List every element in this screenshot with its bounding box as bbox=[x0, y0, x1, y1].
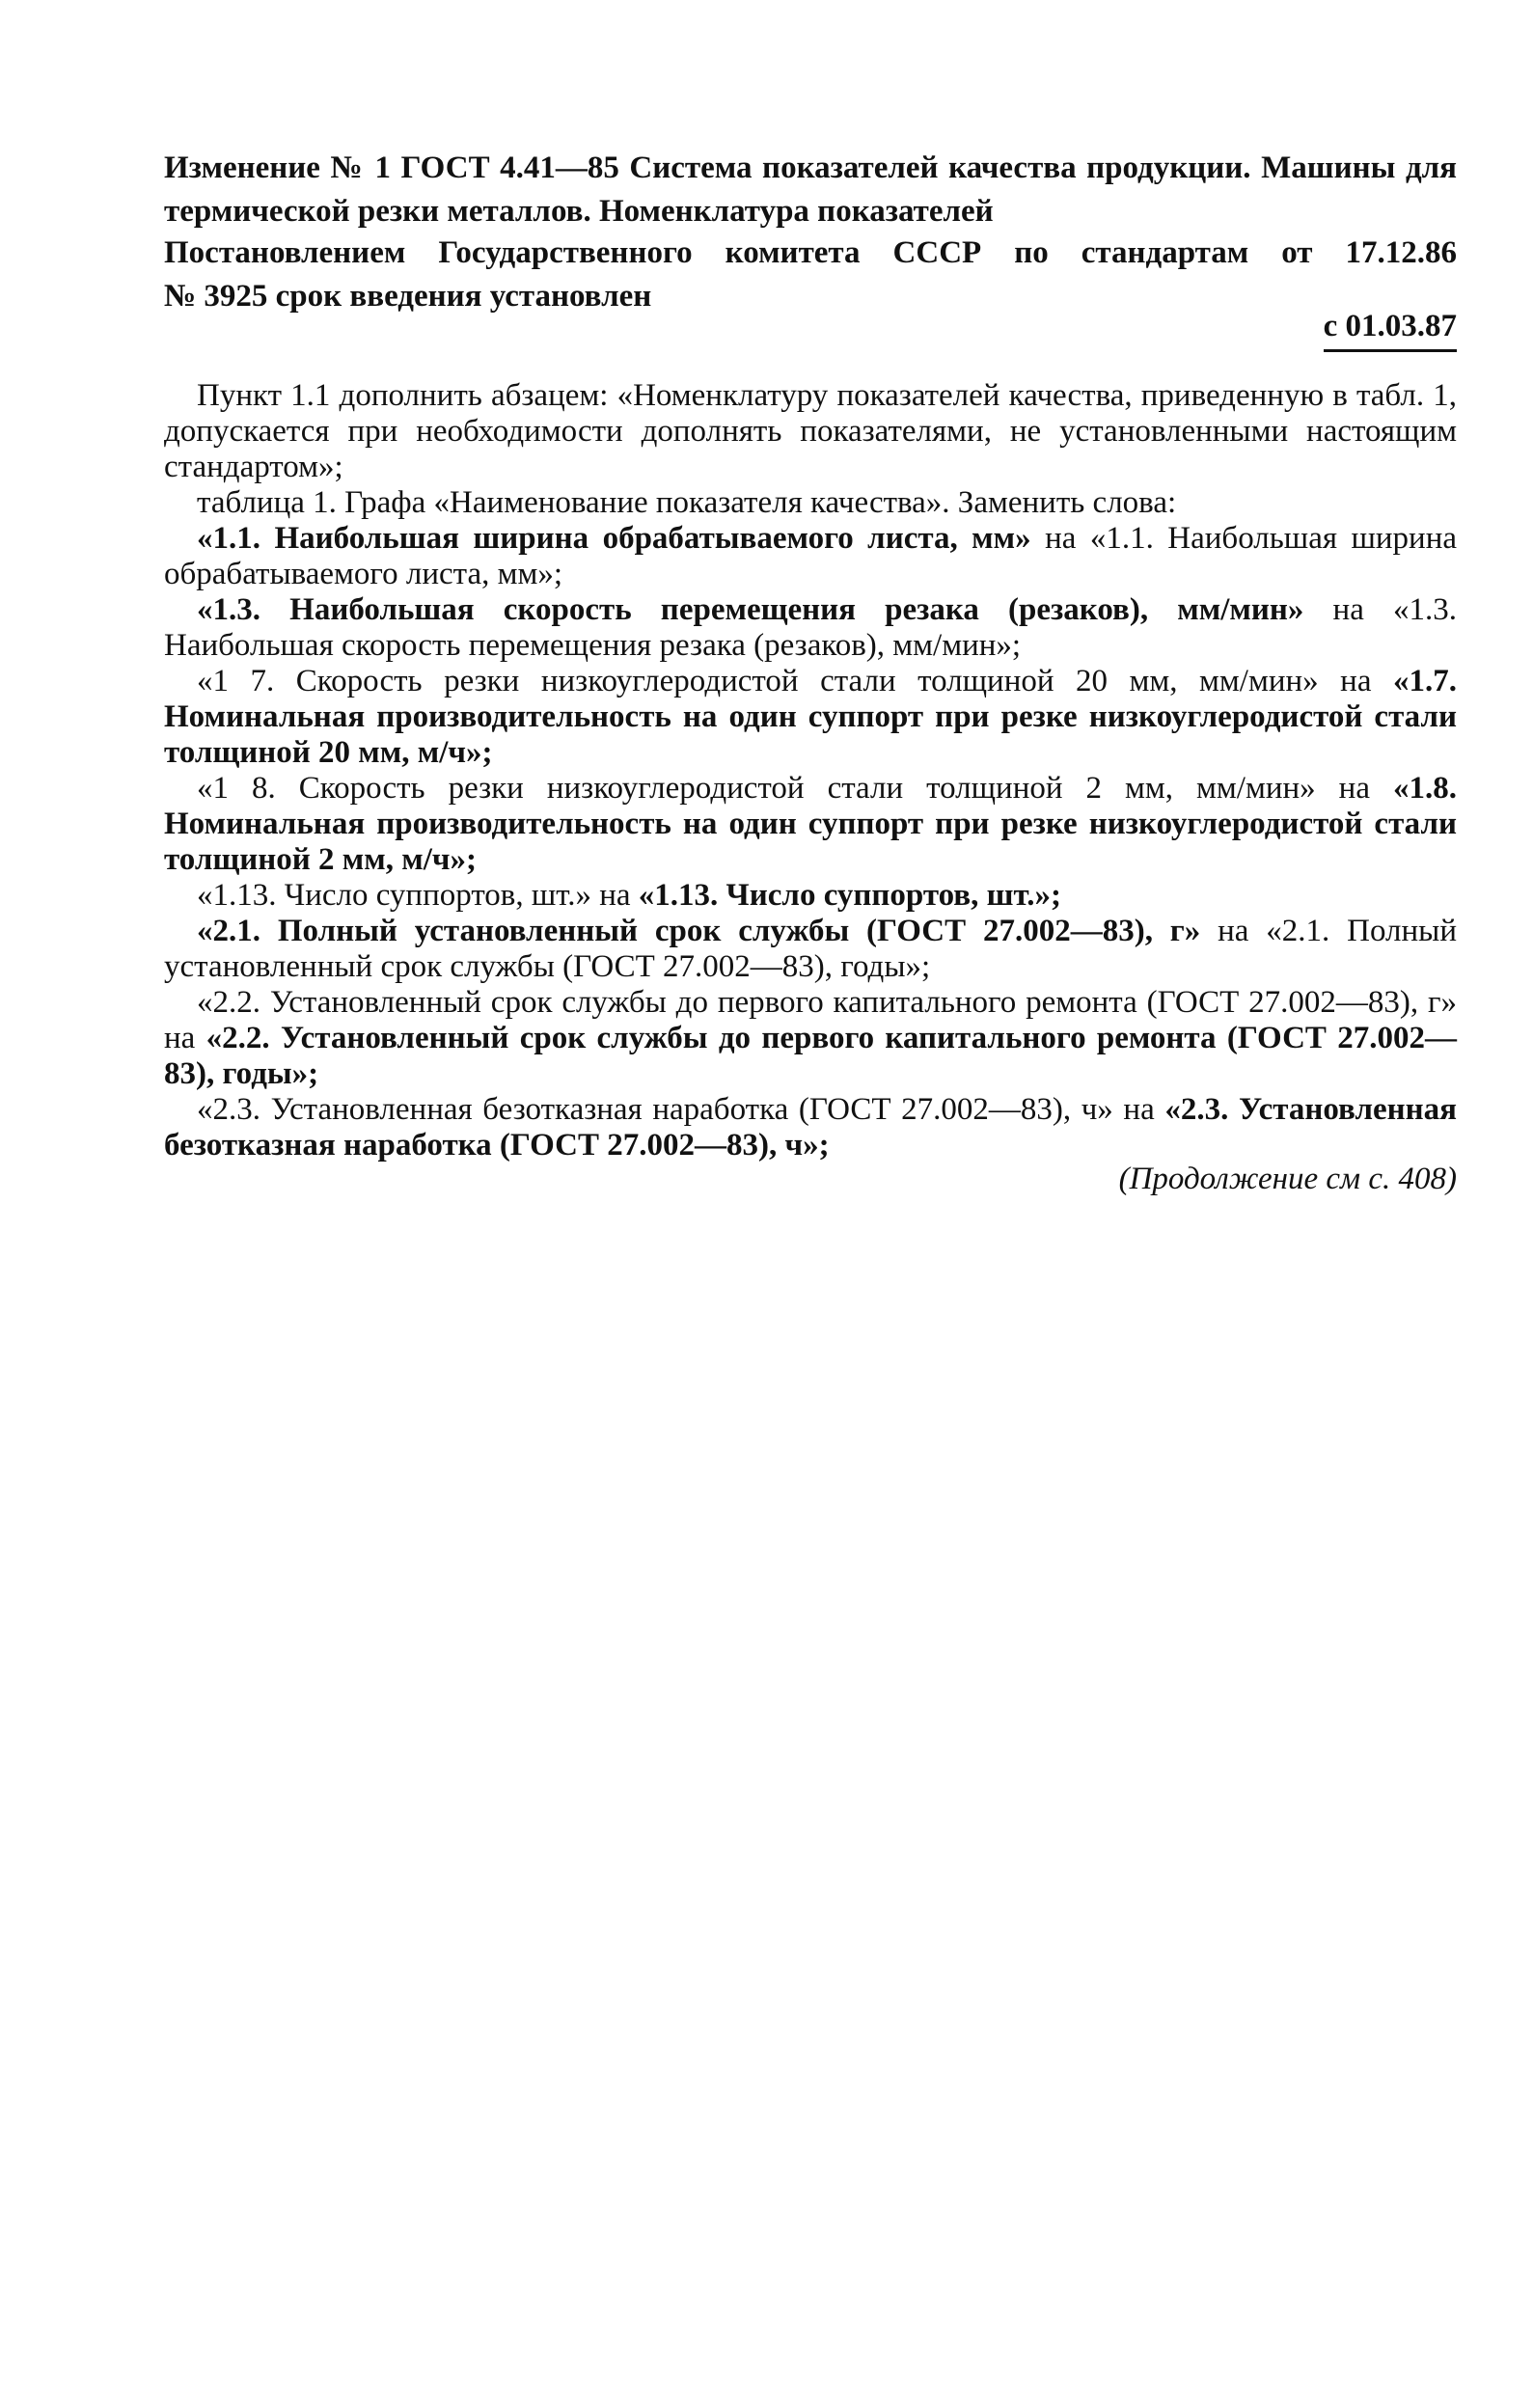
paragraph-item-2-3: «2.3. Установленная безотказная наработка (ГОСТ 27.002—83), ч» на «2.3. Установленная безотказная наработка (ГОСТ 27.002—83), ч»; bbox=[164, 1092, 1457, 1163]
paragraph-item-1-7: «1 7. Скорость резки низкоуглеродистой стали толщиной 20 мм, мм/мин» на «1.7. Номинальная производительность на один суппорт при резке низкоуглеродистой стали толщиной 20 мм, м/ч»; bbox=[164, 664, 1457, 770]
paragraph-item-1-3: «1.3. Наибольшая скорость перемещения резака (резаков), мм/мин» на «1.3. Наибольшая скорость перемещения резака (резаков), мм/мин»; bbox=[164, 592, 1457, 663]
decree-line-1: Постановлением Государственного комитета СССР по стандартам от 17.12.86 bbox=[164, 235, 1457, 270]
paragraph-item-1-8: «1 8. Скорость резки низкоуглеродистой стали толщиной 2 мм, мм/мин» на «1.8. Номинальная производительность на один суппорт при резке низкоуглеродистой стали толщиной 2 мм, м/ч»; bbox=[164, 771, 1457, 877]
amendment-title-text: Изменение № 1 ГОСТ 4.41—85 Система показателей качества продукции. Машины для термической резки металлов. Номенклатура показателей bbox=[164, 150, 1457, 229]
paragraph-item-2-1: «2.1. Полный установленный срок службы (ГОСТ 27.002—83), г» на «2.1. Полный установленный срок службы (ГОСТ 27.002—83), годы»; bbox=[164, 914, 1457, 984]
decree-statement bbox=[164, 232, 1457, 318]
amendment-body bbox=[164, 378, 1457, 1163]
paragraph-item-2-2: «2.2. Установленный срок службы до первого капитального ремонта (ГОСТ 27.002—83), г» на «2.2. Установленный срок службы до первого капитального ремонта (ГОСТ 27.002—83), годы»; bbox=[164, 985, 1457, 1091]
paragraph-item-1-1: «1.1. Наибольшая ширина обрабатываемого листа, мм» на «1.1. Наибольшая ширина обрабатываемого листа, мм»; bbox=[164, 521, 1458, 591]
effective-date: с 01.03.87 bbox=[1324, 307, 1457, 352]
paragraph-table-1: таблица 1. Графа «Наименование показателя качества». Заменить слова: bbox=[197, 485, 1177, 520]
decree-line-2: № 3925 срок введения установлен bbox=[164, 279, 652, 314]
paragraph-item-1-13: «1.13. Число суппортов, шт.» на «1.13. Число суппортов, шт.»; bbox=[197, 878, 1061, 913]
paragraph-clause-1-1: Пункт 1.1 дополнить абзацем: «Номенклатуру показателей качества, приведенную в табл. 1, допускается при необходимости дополнять показателями, не установленными настоящим стандартом»; bbox=[164, 378, 1457, 484]
amendment-title bbox=[164, 147, 1457, 233]
continuation-note: (Продолжение см с. 408) bbox=[1118, 1162, 1457, 1196]
